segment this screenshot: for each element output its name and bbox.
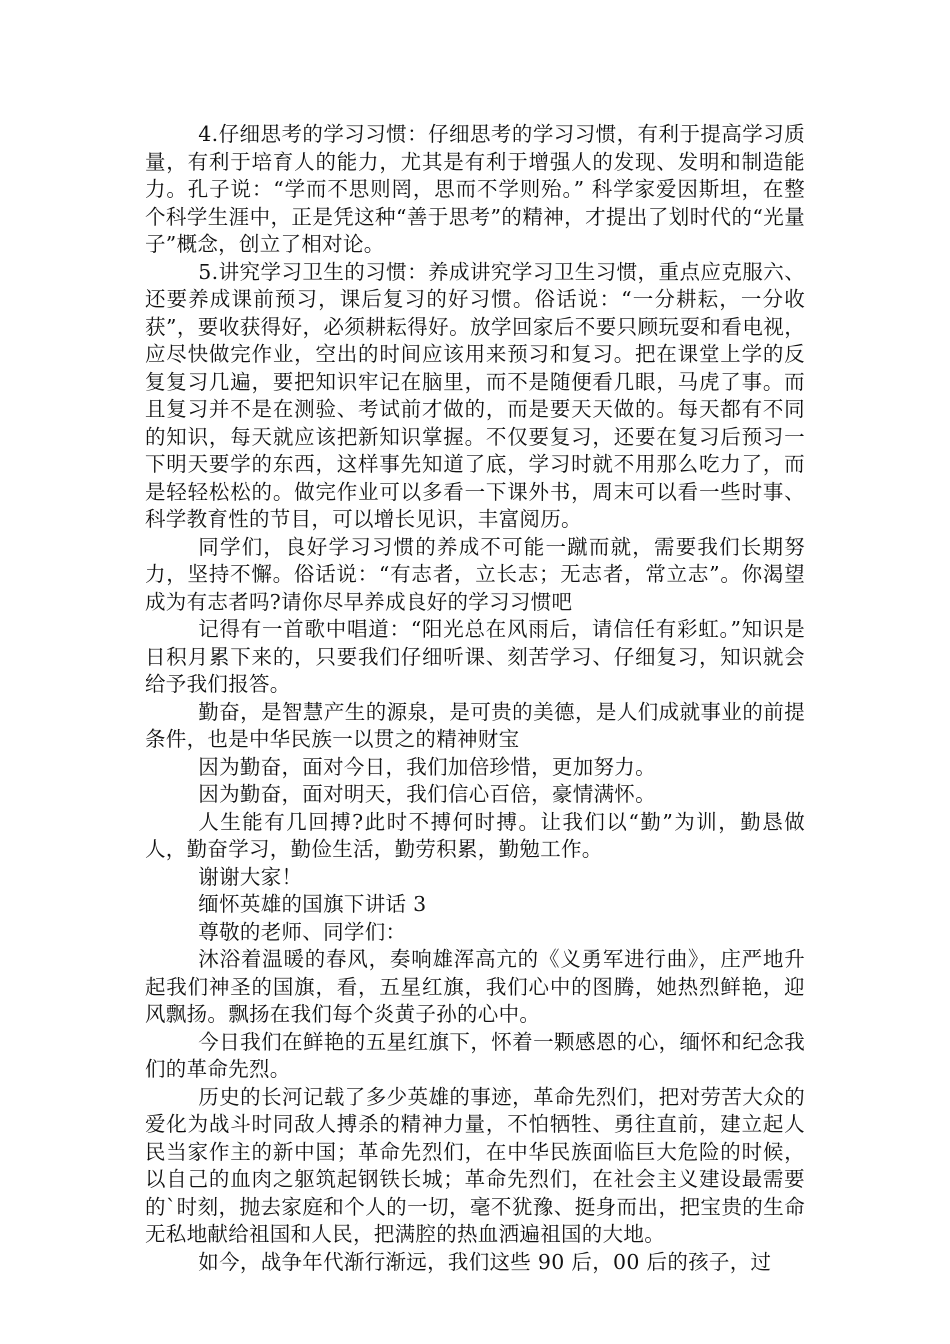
section-title: 缅怀英雄的国旗下讲话 3: [198, 892, 427, 916]
paragraph-history: 历史的长河记载了多少英雄的事迹，革命先烈们，把对劳苦大众的爱化为战斗时同敌人搏杀的精神力量，不怕牺牲、勇往直前，建立起人民当家作主的新中国；革命先烈们，在中华民族面临巨大危险的时候，以自己的血肉之躯筑起钢铁长城；革命先烈们，在社会主义建设最需要的`时刻，抛去家庭和个人的一切，毫不犹豫、挺身而出，把宝贵的生命无私地献给祖国和人民，把满腔的热血洒遍祖国的大地。: [145, 1084, 805, 1246]
paragraph-classmates: 同学们，良好学习习惯的养成不可能一蹴而就，需要我们长期努力，坚持不懈。俗话说：“有志者，立长志；无志者，常立志”。你渴望成为有志者吗?请你尽早养成良好的学习习惯吧: [145, 534, 805, 614]
paragraph-song: 记得有一首歌中唱道：“阳光总在风雨后，请信任有彩虹。”知识是日积月累下来的，只要我们仔细听课、刻苦学习、仔细复习，知识就会给予我们报答。: [145, 617, 805, 696]
paragraph-tomorrow: 因为勤奋，面对明天，我们信心百倍，豪情满怀。: [198, 782, 656, 806]
document-body: [145, 121, 805, 1276]
paragraph-salutation: 尊敬的老师、同学们：: [198, 919, 407, 944]
paragraph-thanks: 谢谢大家！: [198, 864, 303, 889]
paragraph-remembrance: 今日我们在鲜艳的五星红旗下，怀着一颗感恩的心，缅怀和纪念我们的革命先烈。: [145, 1029, 805, 1081]
paragraph-diligence: 勤奋，是智慧产生的源泉，是可贵的美德，是人们成就事业的前提条件，也是中华民族一以贯之的精神财宝: [145, 699, 805, 751]
paragraph-habit-5: 5.讲究学习卫生的习惯：养成讲究学习卫生习惯，重点应克服六、还要养成课前预习，课后复习的好习惯。俗话说：“一分耕耘，一分收获”，要收获得好，必须耕耘得好。放学回家后不要只顾玩耍和看电视，应尽快做完作业，空出的时间应该用来预习和复习。把在课堂上学的反复复习几遍，要把知识牢记在脑里，而不是随便看几眼，马虎了事。而且复习并不是在测验、考试前才做的，而是要天天做的。每天都有不同的知识，每天就应该把新知识掌握。不仅要复习，还要在复习后预习一下明天要学的东西，这样事先知道了底，学习时就不用那么吃力了，而是轻轻松松的。做完作业可以多看一下课外书，周末可以看一些时事、科学教育性的节目，可以增长见识，丰富阅历。: [145, 259, 805, 531]
paragraph-today: 因为勤奋，面对今日，我们加倍珍惜，更加努力。: [198, 754, 656, 779]
paragraph-habit-4: 4.仔细思考的学习习惯：仔细思考的学习习惯，有利于提高学习质量，有利于培育人的能力，尤其是有利于增强人的发现、发明和制造能力。孔子说：“学而不思则罔，思而不学则殆。” 科学家爱因斯坦，在整个科学生涯中，正是凭这种“善于思考”的精神，才提出了划时代的“光量子”概念，创立了相对论。: [145, 122, 805, 256]
paragraph-life: 人生能有几回搏?此时不搏何时搏。让我们以“勤”为训，勤恳做人，勤奋学习，勤俭生活，勤劳积累，勤勉工作。: [145, 809, 805, 861]
paragraph-nowadays: 如今，战争年代渐行渐远，我们这些 90 后，00 后的孩子，过: [198, 1249, 772, 1274]
paragraph-flag-raising: 沐浴着温暖的春风，奏响雄浑高亢的《义勇军进行曲》，庄严地升起我们神圣的国旗，看，五星红旗，我们心中的图腾，她热烈鲜艳，迎风飘扬。飘扬在我们每个炎黄子孙的心中。: [145, 947, 805, 1026]
